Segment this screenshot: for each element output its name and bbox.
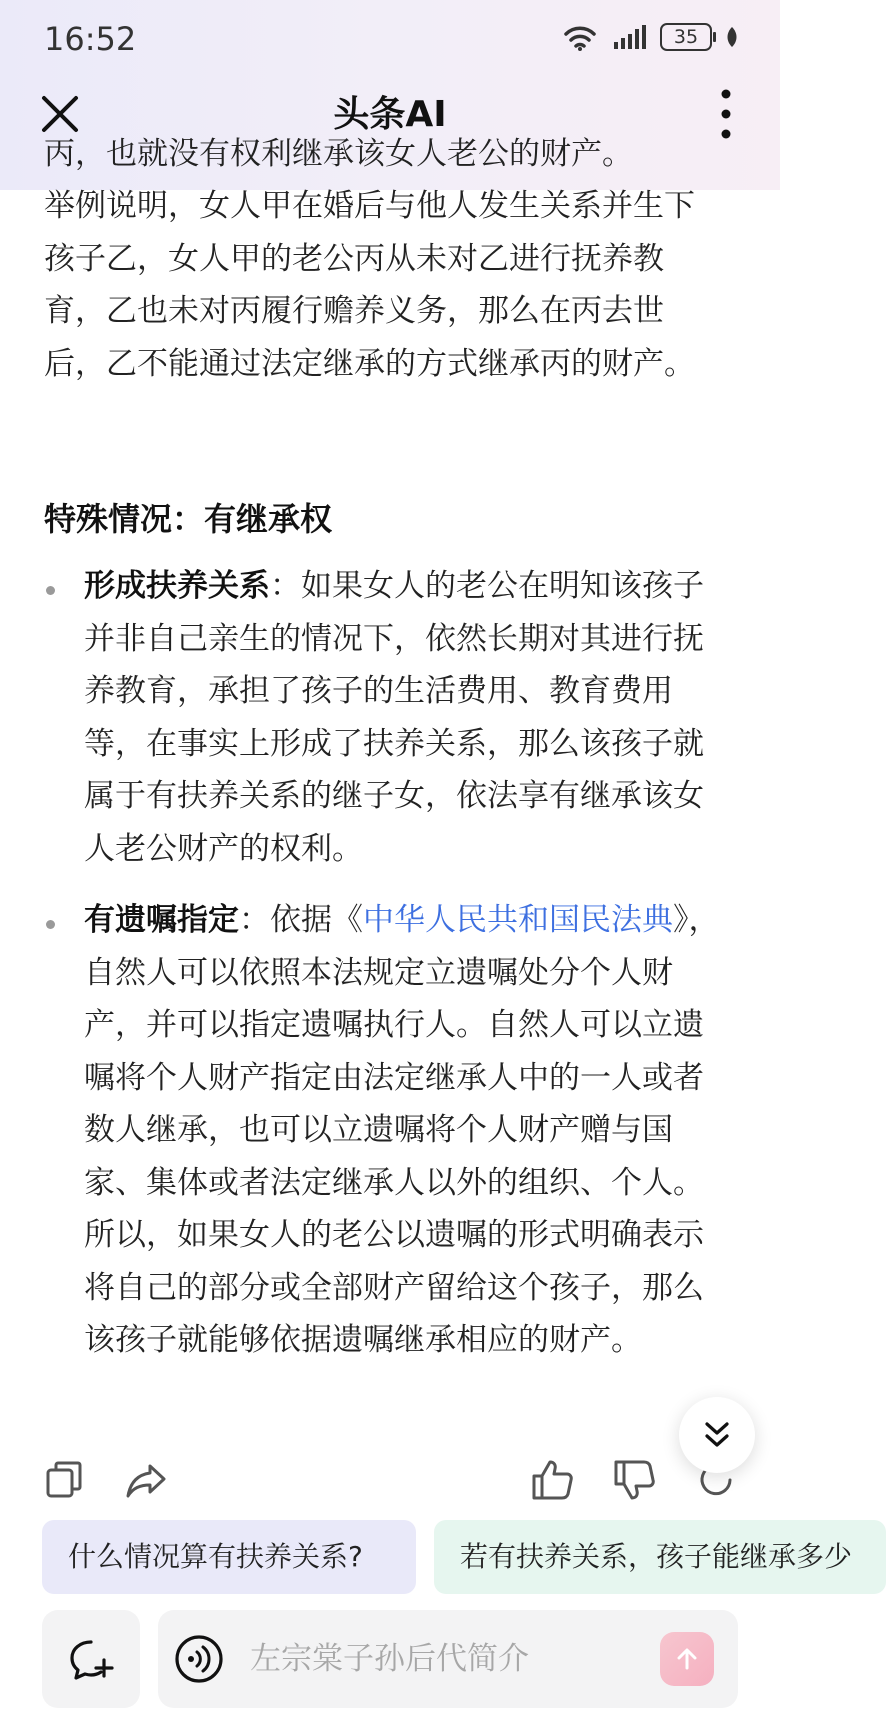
status-icons (560, 22, 740, 52)
send-button[interactable] (660, 1632, 714, 1686)
thumbs-up-icon[interactable] (528, 1456, 576, 1504)
bullet-term: 有遗嘱指定 (84, 902, 239, 938)
example-paragraph: 举例说明，女人甲在婚后与他人发生关系并生下孩子乙，女人甲的老公丙从未对乙进行抚养教育，乙也未对丙履行赡养义务，那么在丙去世后，乙不能通过法定继承的方式继承丙的财产。 (44, 188, 695, 382)
leaf-icon (724, 25, 740, 49)
bullet-term: 形成扶养关系 (84, 568, 270, 604)
signal-icon (612, 24, 648, 50)
message-input[interactable] (158, 1610, 738, 1708)
answer-content (0, 136, 780, 1430)
new-chat-button[interactable] (42, 1610, 140, 1708)
thumbs-down-icon[interactable] (610, 1456, 658, 1504)
more-options-icon[interactable] (716, 86, 736, 142)
copy-icon[interactable] (40, 1456, 88, 1504)
bullet-dot (46, 920, 55, 929)
bullet-dot (46, 586, 55, 595)
suggestion-chip[interactable]: 若有扶养关系，孩子能继承多少 (434, 1520, 886, 1594)
answer-actions (0, 1446, 780, 1514)
battery-icon: 35 (660, 23, 712, 51)
double-chevron-down-icon (700, 1418, 734, 1452)
bullet-item-will (84, 894, 720, 1367)
status-time: 16:52 (44, 20, 137, 58)
civil-code-link[interactable]: 中华人民共和国民法典 (363, 902, 673, 938)
input-bar (0, 1607, 780, 1725)
bullet-text: 》，自然人可以依照本法规定立遗嘱处分个人财产，并可以指定遗嘱执行人。自然人可以立遗嘱将个人财产指定由法定继承人中的一人或者数人继承，也可以立遗嘱将个人财产赠与国家、集体或者法定继承人以外的组织、个人。所以，如果女人的老公以遗嘱的形式明确表示将自己的部分或全部财产留给这个孩子，那么该孩子就能够依据遗嘱继承相应的财产。 (84, 902, 720, 1358)
voice-input-icon[interactable] (174, 1634, 224, 1684)
bullet-item-support-relation (84, 560, 720, 875)
status-bar (0, 0, 780, 80)
suggestion-chip[interactable]: 什么情况算有扶养关系? (42, 1520, 416, 1594)
scroll-to-bottom-button[interactable] (679, 1397, 755, 1473)
bullet-text: ：如果女人的老公在明知该孩子并非自己亲生的情况下，依然长期对其进行抚养教育，承担了孩子的生活费用、教育费用等，在事实上形成了扶养关系，那么该孩子就属于有扶养关系的继子女，依法享有继承该女人老公财产的权利。 (84, 568, 704, 867)
page-title: 头条AI (333, 94, 447, 135)
arrow-up-icon (674, 1646, 700, 1672)
section-heading: 特殊情况：有继承权 (44, 500, 333, 538)
new-chat-icon (66, 1634, 116, 1684)
input-placeholder: 左宗棠子孙后代简介 (250, 1641, 529, 1677)
bullet-text: ：依据《 (239, 902, 363, 938)
wifi-icon (560, 22, 600, 52)
partial-text-line: 丙，也就没有权利继承该女人老公的财产。 (44, 136, 633, 172)
share-icon[interactable] (122, 1456, 170, 1504)
